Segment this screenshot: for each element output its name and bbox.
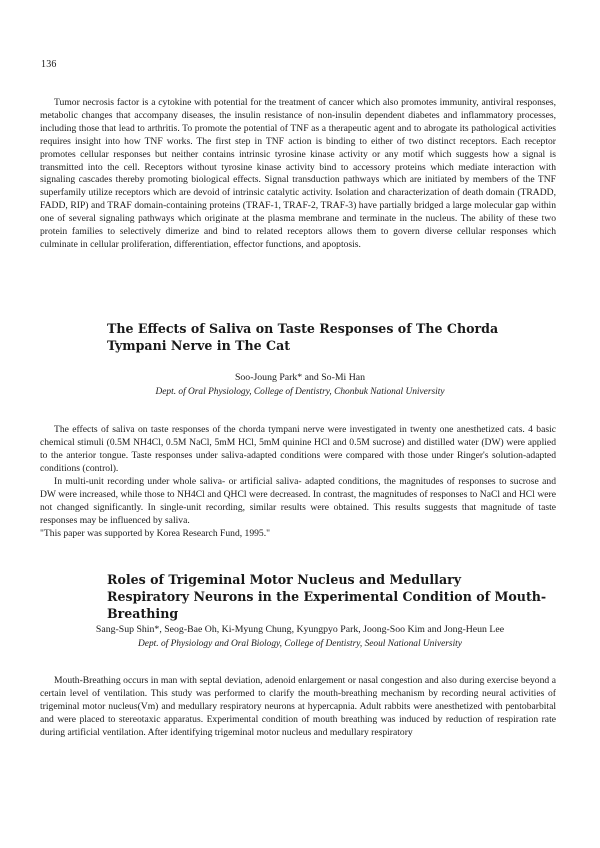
trigeminal-article-authors: Sang-Sup Shin*, Seog-Bae Oh, Ki-Myung Chung, Kyungpyo Park, Joong-Soo Kim and Jong-Heun Lee	[95, 624, 505, 635]
saliva-paragraph-1: The effects of saliva on taste responses of the chorda tympani nerve were investigated in twenty one anesthetized cats. 4 basic chemical stimuli (0.5M NH4Cl, 0.5M NaCl, 5mM HCl, 5mM quinine HCl and 0.5M sucrose) and distilled water (DW) were applied to the anterior tongue. Taste responses under saliva-adapted conditions were compared with those under Ringer's solution-adapted conditions (control).	[40, 424, 556, 474]
saliva-article-affiliation: Dept. of Oral Physiology, College of Dentistry, Chonbuk National University	[155, 387, 445, 397]
saliva-paragraph-2: In multi-unit recording under whole saliva- or artificial saliva- adapted conditions, the magnitudes of responses to sucrose and DW were increased, while those to NH4Cl and QHCl were decreased. In contrast, the magnitudes of responses to NaCl and HCl were not changed significantly. In single-unit recording, similar results were obtained. This results suggests that magnitude of taste responses may be influenced by saliva.	[40, 476, 556, 526]
saliva-article-authors: Soo-Joung Park* and So-Mi Han	[234, 372, 366, 383]
trigeminal-article-affiliation: Dept. of Physiology and Oral Biology, College of Dentistry, Seoul National University	[138, 639, 462, 649]
saliva-funding-note: "This paper was supported by Korea Research Fund, 1995."	[40, 528, 271, 539]
saliva-article-title: The Effects of Saliva on Taste Responses of The Chorda Tympani Nerve in The Cat	[107, 321, 499, 353]
trigeminal-article-title: Roles of Trigeminal Motor Nucleus and Medullary Respiratory Neurons in the Experimental Condition of Mouth-Breathing	[107, 572, 547, 621]
trigeminal-paragraph-1: Mouth-Breathing occurs in man with septal deviation, adenoid enlargement or nasal congestion and also during exercise beyond a certain level of ventilation. This study was performed to clarify the mouth-breathing mechanism by recording neural activities of trigeminal motor nucleus(Vm) and medullary respiratory neurons at hypercapnia. Adult rabbits were anesthetized with pentobarbital and were placed to stereotaxic apparatus. Experimental condition of mouth breathing was induced by reduction of respiration rate during artificial ventilation. After identifying trigeminal motor nucleus and medullary respiratory	[40, 675, 556, 738]
page-number: 136	[41, 59, 57, 70]
tnf-abstract-paragraph: Tumor necrosis factor is a cytokine with potential for the treatment of cancer which also promotes immunity, antiviral responses, metabolic changes that accompany diseases, the insulin resistance of non-insulin dependent diabetes and inflammatory processes, including those that lead to arthritis. To promote the potential of TNF as a therapeutic agent and to abrogate its pathological activities requires insight into how TNF works. The first step in TNF action is binding to either of two distinct receptors. Each receptor promotes cellular responses but neither contains intrinsic tyrosine kinase activity or any motif which suggests how a signal is transmitted into the cell. Receptors without tyrosine kinase activity bind to accessory proteins which mediate interaction with signaling cascades thereby promoting biological effects. Signal transduction pathways which are initiated by members of the TNF superfamily utilize receptors which are devoid of intrinsic catalytic activity. Isolation and characterization of death domain (TRADD, FADD, RIP) and TRAF domain-containing proteins (TRAF-1, TRAF-2, TRAF-3) have partially bridged a large molecular gap within one of several signaling pathways which originate at the plasma membrane and terminate in the nucleus. The ability of these two protein families to selectively dimerize and bind to related receptors allows them to govern diverse cellular responses which culminate in cellular proliferation, differentiation, effector functions, and apoptosis.	[40, 97, 556, 250]
